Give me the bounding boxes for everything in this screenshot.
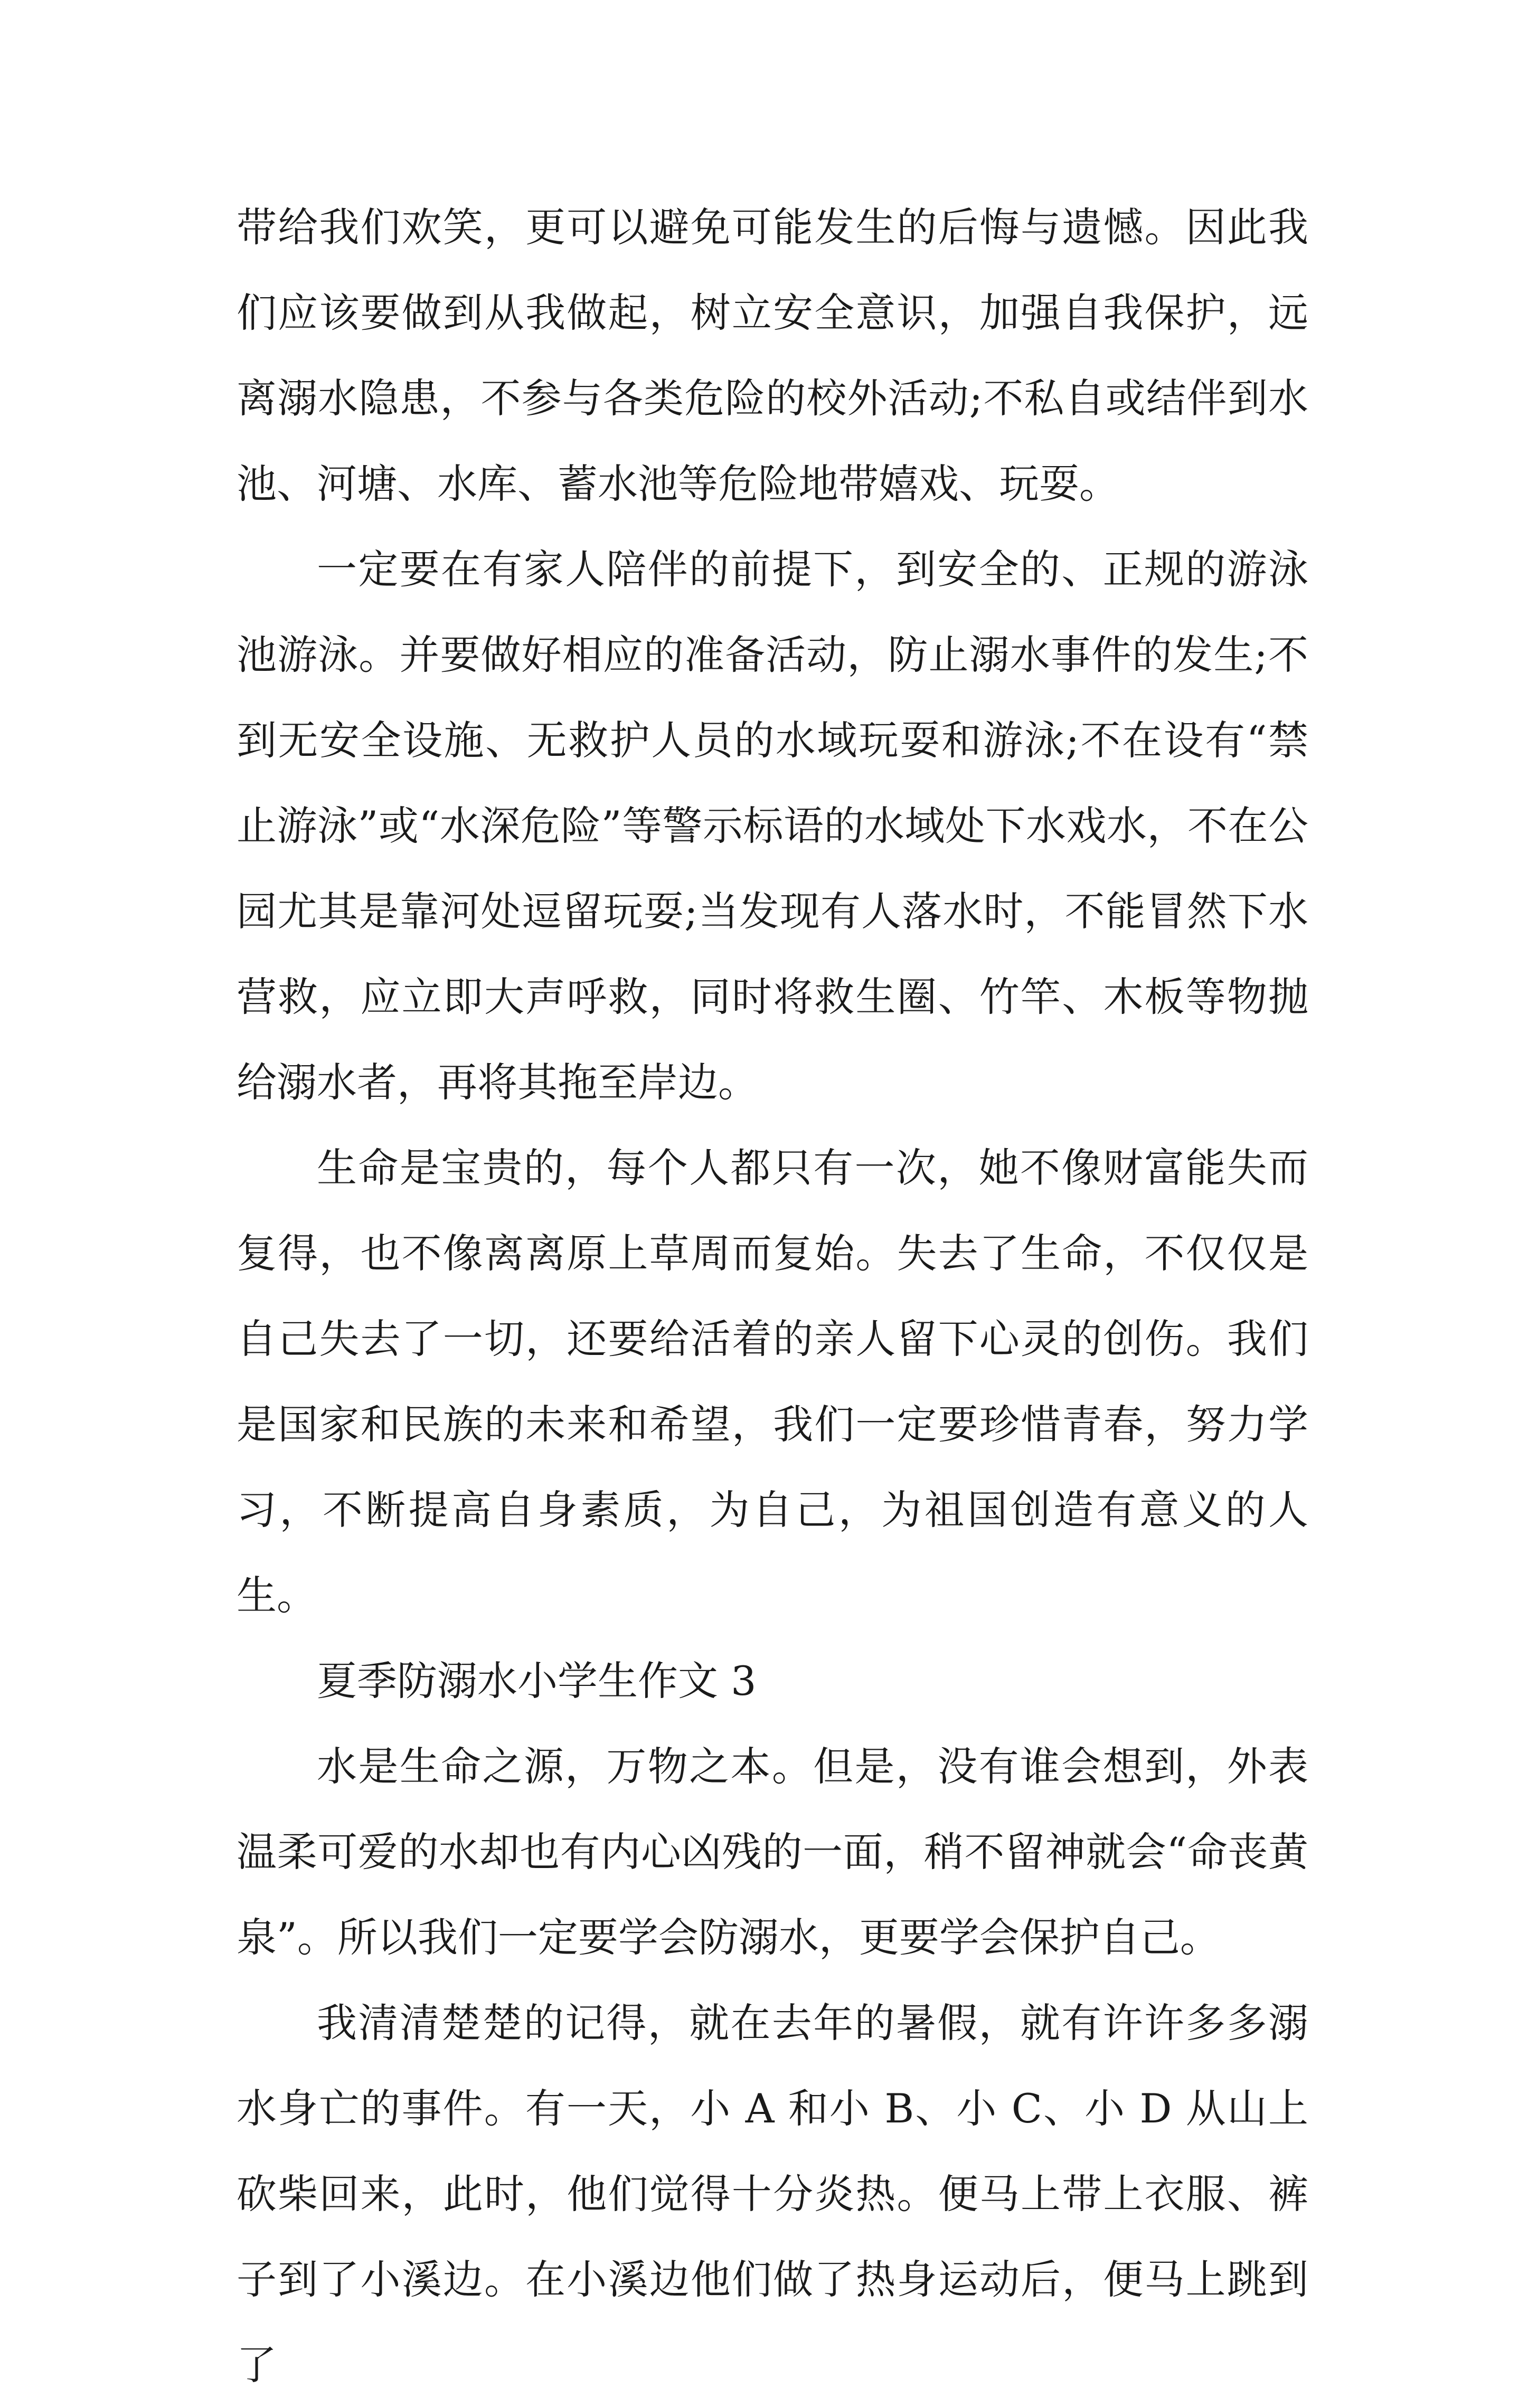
paragraph-water-intro: 水是生命之源，万物之本。但是，没有谁会想到，外表温柔可爱的水却也有内心凶残的一面，稍不留神就会“命丧黄泉”。所以我们一定要学会防溺水，更要学会保护自己。	[237, 1743, 1308, 1961]
paragraph-swimming-safety: 一定要在有家人陪伴的前提下，到安全的、正规的游泳池游泳。并要做好相应的准备活动，防止溺水事件的发生;不到无安全设施、无救护人员的水域玩耍和游泳;不在设有“禁止游泳”或“水深危险”等警示标语的水域处下水戏水，不在公园尤其是靠河处逗留玩耍;当发现有人落水时，不能冒然下水营救，应立即大声呼救，同时将救生圈、竹竿、木板等物抛给溺水者，再将其拖至岸边。	[237, 546, 1308, 1106]
paragraph-value-of-life: 生命是宝贵的，每个人都只有一次，她不像财富能失而复得，也不像离离原上草周而复始。失去了生命，不仅仅是自己失去了一切，还要给活着的亲人留下心灵的创伤。我们是国家和民族的未来和希望，我们一定要珍惜青春，努力学习，不断提高自身素质，为自己，为祖国创造有意义的人生。	[237, 1144, 1308, 1619]
paragraph-continuation: 带给我们欢笑，更可以避免可能发生的后悔与遗憾。因此我们应该要做到从我做起，树立安全意识，加强自我保护，远离溺水隐患，不参与各类危险的校外活动;不私自或结伴到水池、河塘、水库、蓄水池等危险地带嬉戏、玩耍。	[237, 204, 1308, 507]
paragraph-summer-story: 我清清楚楚的记得，就在去年的暑假，就有许许多多溺水身亡的事件。有一天，小 A 和小 B、小 C、小 D 从山上砍柴回来，此时，他们觉得十分炎热。便马上带上衣服、裤子到了小溪边。在小溪边他们做了热身运动后，便马上跳到了	[237, 1999, 1308, 2388]
section-title: 夏季防溺水小学生作文 3	[317, 1657, 757, 1704]
document-body	[237, 185, 1308, 2408]
